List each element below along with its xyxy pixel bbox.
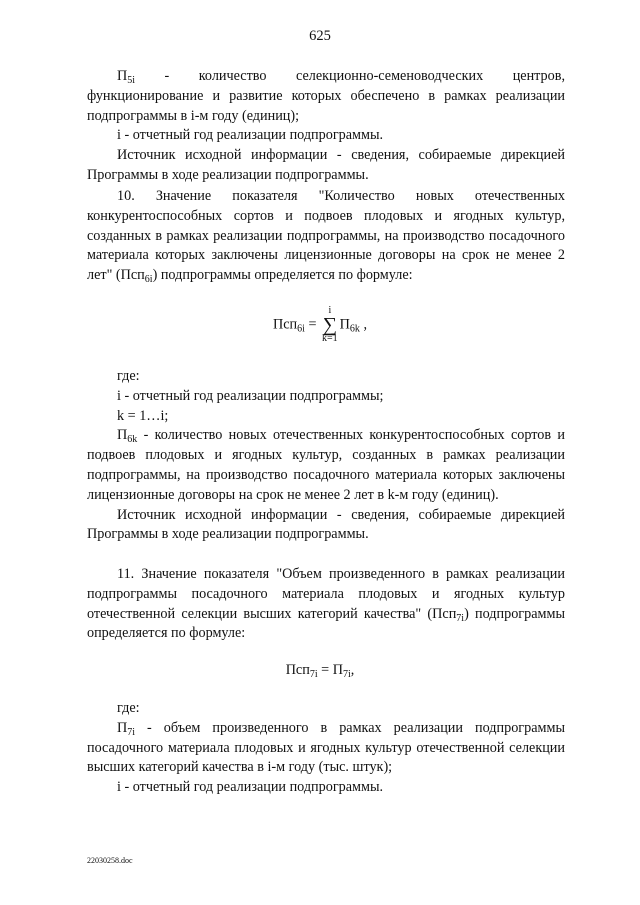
k-definition: k = 1…i;	[117, 407, 169, 424]
item-10	[87, 187, 565, 286]
sum-operator: i ∑ k=1	[322, 305, 338, 344]
p7-definition: $П_{7i}$ - объем произведенного в рамках реализации подпрограммы посадочного материала плодовых и ягодных культур отечественной селекции высших категорий качества в i-м году (тыс. штук);	[87, 719, 565, 776]
item-10-where	[87, 367, 565, 545]
i-definition: i - отчетный год реализации подпрограммы;	[117, 387, 384, 404]
p6-symbol: $П_{6k}$	[117, 427, 138, 446]
block-p5	[87, 67, 565, 186]
source-note: Источник исходной информации - сведения, собираемые дирекцией Программы в ходе реализации подпрограммы.	[87, 147, 565, 183]
file-footer: 22030258.doc	[87, 856, 133, 865]
where-label: где:	[117, 368, 140, 384]
p5-definition: $П_{5i}$ - количество селекционно-семеноводческих центров, функционирование и развитие которых обеспечено в рамках реализации подпрограммы в i-м году (единиц);	[87, 68, 565, 124]
item-11-text: 11. Значение показателя "Объем произведенного в рамках реализации подпрограммы посадочного материала плодовых и ягодных культур отечественной селекции высших категорий качества" (Псп$_{7i}$) подпрограммы определяется по формуле:	[87, 566, 566, 642]
item-10-text: 10. Значение показателя "Количество новых отечественных конкурентоспособных сортов и подвоев плодовых и ягодных культур, созданных в рамках реализации подпрограммы, на производство посадочного материала которых заключены лицензионные договоры на срок не менее 2 лет" (Псп$_{6i}$) подпрограммы определяется по формуле:	[87, 188, 565, 286]
p6-definition: $П_{6k}$ - количество новых отечественных конкурентоспособных сортов и подвоев плодовых и ягодных культур, созданных в рамках реализации подпрограммы, на производство посадочного материала которых заключены лицензионные договоры на срок не менее 2 лет в k-м году (единиц).	[87, 427, 565, 503]
item-11	[87, 565, 565, 644]
page-number: 625	[309, 28, 331, 44]
i-definition: i - отчетный год реализации подпрограммы.	[117, 779, 384, 796]
formula-10: Псп$_{6i}$ = i ∑ k=1 $П_{6k}$ ,	[272, 305, 367, 344]
p7-symbol: $П_{7i}$	[117, 719, 136, 738]
source-note: Источник исходной информации - сведения, собираемые дирекцией Программы в ходе реализации подпрограммы.	[87, 506, 565, 543]
i-definition: i - отчетный год реализации подпрограммы.	[117, 127, 384, 144]
p5-symbol: $П_{5i}$	[117, 68, 136, 86]
formula-11: $Псп_{7i} = П_{7i}$,	[285, 662, 355, 680]
where-label: где:	[117, 700, 140, 716]
item-11-where	[87, 699, 565, 798]
